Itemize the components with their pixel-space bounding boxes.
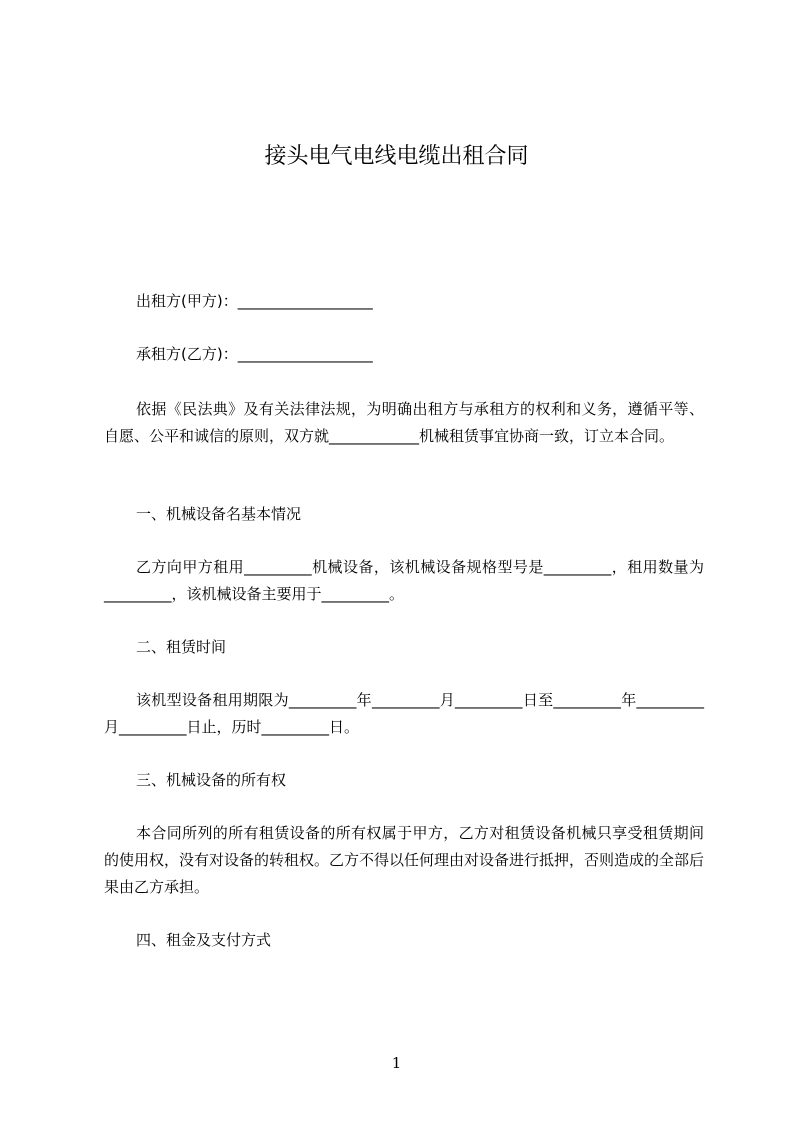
section-3-heading: 三、机械设备的所有权 xyxy=(136,771,287,789)
section-2-paragraph: 该机型设备租用期限为_________年_________月_________日至_________年_________月_________日止，历时_________日。 xyxy=(104,691,704,736)
preamble-paragraph: 依据《民法典》及有关法律法规，为明确出租方与承租方的权利和义务，遵循平等、自愿、公平和诚信的原则，双方就____________机械租赁事宜协商一致，订立本合同。 xyxy=(104,400,704,445)
section-1-paragraph: 乙方向甲方租用_________机械设备，该机械设备规格型号是_________，租用数量为_________，该机械设备主要用于_________。 xyxy=(104,558,704,603)
lessor-line: 出租方(甲方)：__________________ xyxy=(136,292,373,310)
section-4-heading: 四、租金及支付方式 xyxy=(136,931,272,949)
section-2-heading: 二、租赁时间 xyxy=(136,638,227,656)
section-3-paragraph: 本合同所列的所有租赁设备的所有权属于甲方，乙方对租赁设备机械只享受租赁期间的使用权，没有对设备的转租权。乙方不得以任何理由对设备进行抵押，否则造成的全部后果由乙方承担。 xyxy=(104,824,705,896)
section-1-heading: 一、机械设备名基本情况 xyxy=(136,505,302,523)
page-number: 1 xyxy=(391,1054,402,1072)
lessee-line: 承租方(乙方)：__________________ xyxy=(136,345,373,363)
contract-title: 接头电气电线电缆出租合同 xyxy=(264,144,529,169)
